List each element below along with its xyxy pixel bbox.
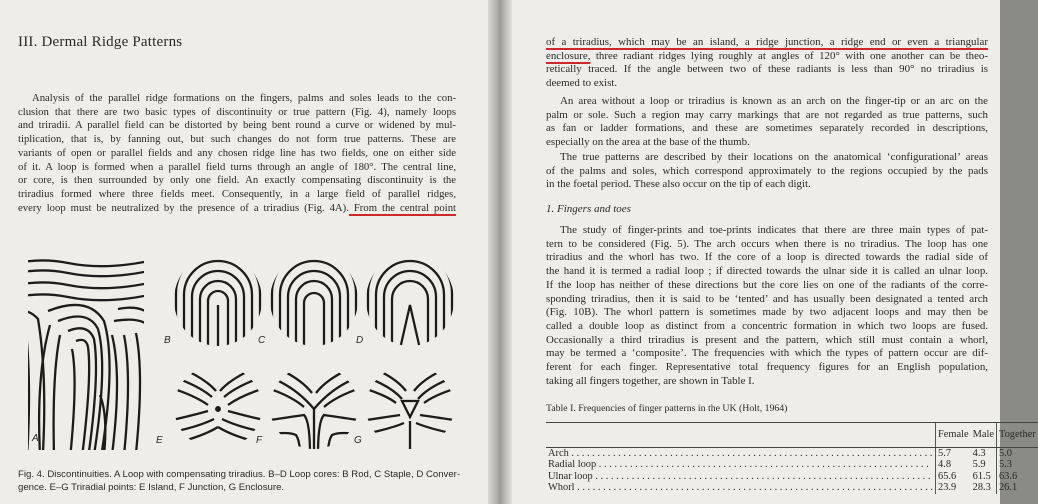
body-line: palm or sole. Such a region may carry markings that are not regarded as true patterns, such xyxy=(546,108,988,121)
body-line: variants of open or parallel fields and any chosen ridge line has two fields, one on either side xyxy=(18,146,456,159)
table-header-blank xyxy=(546,423,936,448)
frequency-table xyxy=(546,422,1038,494)
table-header-together: Together xyxy=(996,423,1037,448)
body-line: The true patterns are described by their locations on the anatomical ‘configurational’ areas xyxy=(560,151,988,163)
row-label xyxy=(546,471,936,483)
body-line: The study of finger-prints and toe-prints indicates that there are three main types of pat- xyxy=(560,224,988,236)
row-leader-dots: . . . . . . . . . . . . . . . . . . . . . . . . . . . . . . . . . . . . . . . . . . . . . . . . . . . . . . . . . . . . . . . . xyxy=(596,459,929,470)
body-line: tern to be considered (Fig. 5). The arch occurs when there is no triradius. The loop has one xyxy=(546,237,988,250)
right-paragraph-3 xyxy=(546,151,988,192)
panel-d-convergence-core xyxy=(360,241,460,355)
table-header-row xyxy=(546,423,1038,448)
body-line: Occasionally a third triradius is present and the pattern, which still must contain a whorl, xyxy=(546,333,988,346)
fig-label-c: C xyxy=(258,335,266,346)
cell-female: 23.9 xyxy=(936,482,971,494)
table-row xyxy=(546,482,1038,494)
row-leader-dots: . . . . . . . . . . . . . . . . . . . . . . . . . . . . . . . . . . . . . . . . . . . . . . . . . . . . . . . . . . . . . . . . . . . . . . xyxy=(568,447,933,459)
table-caption: Table I. Frequencies of finger patterns in the UK (Holt, 1964) xyxy=(546,403,788,414)
row-label xyxy=(546,482,936,494)
body-line xyxy=(546,50,988,64)
body-line: Analysis of the parallel ridge formations on the fingers, palms and soles leads to the con- xyxy=(32,92,456,104)
body-line: ferent for each finger. Representative total frequency figures for an English population, xyxy=(546,361,988,374)
underlined-phrase: enclosure, xyxy=(546,49,591,62)
cell-together: 5.3 xyxy=(996,459,1037,471)
right-paragraph-4 xyxy=(546,224,988,388)
row-label-text: Whorl xyxy=(548,482,575,493)
body-line: triradius and the whorl has two. If the core of a loop is directed towards the radial side of xyxy=(546,251,988,264)
left-body-paragraph xyxy=(18,92,456,215)
panel-f-junction-triradius xyxy=(264,363,364,455)
body-line: clusion that there are two basic types of discontinuity or true pattern (Fig. 4), namely loops xyxy=(18,105,456,118)
body-line: in the foetal period. These also occur on the tip of each digit. xyxy=(546,178,811,191)
fig-label-f: F xyxy=(256,435,263,446)
ridge-patterns-svg xyxy=(18,245,458,455)
cell-female: 5.7 xyxy=(936,447,971,459)
body-line: taking all fingers together, are shown in Table I. xyxy=(546,374,755,387)
caption-line: Fig. 4. Discontinuities. A Loop with compensating triradius. B–D Loop cores: B Rod, C Staple, D Conver- xyxy=(18,469,461,480)
fig-label-b: B xyxy=(164,335,171,346)
cell-male: 61.5 xyxy=(972,470,991,482)
body-line: as fan or ladder formations, and these are sometimes separately recorded in descriptions, xyxy=(546,122,988,135)
row-label-text: Arch xyxy=(548,447,569,459)
body-line-last xyxy=(18,202,456,216)
row-label-text: Ulnar loop xyxy=(548,470,593,482)
body-line: of it. A loop is formed when a parallel field turns through an angle of 180°. The central line, xyxy=(18,160,456,173)
row-leader-dots: . . . . . . . . . . . . . . . . . . . . . . . . . . . . . . . . . . . . . . . . . . . . . . . . . . . . . . . . . . . . . . . . . xyxy=(592,470,931,482)
body-line: especially on the area at the base of the thumb. xyxy=(546,136,750,149)
cell-together: 5.0 xyxy=(996,447,1037,459)
body-line: or core, is then surrounded by only one field. An exactly compensating discontinuity is the xyxy=(18,174,456,187)
cell-male: 4.3 xyxy=(972,447,986,459)
body-line: and triradii. A parallel field can be distorted by being bent round a curve or widened by mul- xyxy=(18,119,456,132)
body-line: If the loop has neither of these directions but the core lies on one of the radiants of the corre- xyxy=(546,278,988,291)
fig-label-a: A xyxy=(32,433,39,444)
cell-male: 5.9 xyxy=(972,459,986,470)
table-header-male: Male xyxy=(971,423,997,448)
panel-g-enclosure-triradius xyxy=(360,363,460,455)
row-label xyxy=(546,447,936,459)
body-line: tiplication, that is, by fanning out, but such changes do not form true patterns. These are xyxy=(18,133,456,146)
right-paragraph-2 xyxy=(546,95,988,150)
body-line: retically traced. If the angle between two of these radiants is less than 90° no triradius is xyxy=(546,63,988,76)
figure-caption xyxy=(18,468,468,494)
right-paragraph-1 xyxy=(546,36,988,91)
row-label xyxy=(546,459,936,471)
body-line: sponding triradius, then it is said to be ‘tented’ and has usually been designated a tented arch xyxy=(546,292,988,305)
cell-female: 4.8 xyxy=(936,459,971,471)
figure-4-ridge-diagrams xyxy=(18,245,458,455)
table-row xyxy=(546,459,1038,471)
body-line: called a double loop as distinct from a concentric formation in which two loops are fused. xyxy=(546,319,988,332)
table-row xyxy=(546,471,1038,483)
panel-b-rod-core xyxy=(168,241,268,355)
underlined-line: of a triradius, which may be an island, a ridge junction, a ridge end or even a triangular xyxy=(546,36,988,48)
cell-together: 63.6 xyxy=(996,471,1037,483)
cell-male: 28.3 xyxy=(972,482,991,493)
caption-line: gence. E–G Triradial points: E Island, F Junction, G Enclosure. xyxy=(18,482,285,493)
panel-e-island-triradius xyxy=(168,363,268,445)
row-label-text: Radial loop xyxy=(548,459,597,470)
fig-label-g: G xyxy=(354,435,362,446)
section-heading: III. Dermal Ridge Patterns xyxy=(18,34,183,50)
cell-female: 65.6 xyxy=(936,471,971,483)
body-line-text: every loop must be neutralized by the presence of a triradius (Fig. 4A). xyxy=(18,201,349,214)
body-line: may be termed a ‘composite’. The frequencies with which the types of pattern occur are dif- xyxy=(546,347,988,360)
body-line: of the palms and soles, which correspond approximately to the regions occupied by the pads xyxy=(546,164,988,177)
underlined-phrase: From the central point xyxy=(348,201,457,214)
table-header-female: Female xyxy=(936,423,971,448)
row-leader-dots: . . . . . . . . . . . . . . . . . . . . . . . . . . . . . . . . . . . . . . . . . . . . . . . . . . . . . . . . . . . . . . . . . . . . . xyxy=(574,482,934,493)
body-line: deemed to exist. xyxy=(546,77,618,90)
fig-label-e: E xyxy=(156,435,163,446)
panel-c-staple-core xyxy=(264,241,364,355)
panel-a-loop-triradius xyxy=(8,259,158,475)
book-gutter xyxy=(488,0,512,504)
subheading-fingers-toes: 1. Fingers and toes xyxy=(546,203,631,215)
body-line: An area without a loop or triradius is known as an arch on the finger-tip or an arc on the xyxy=(560,95,988,107)
body-line: (Fig. 10B). The whorl pattern is sometimes made by two adjacent loops and may then be xyxy=(546,306,988,319)
body-line: triradius formed where three fields meet. Consequently, in a large field of parallel ridges, xyxy=(18,187,456,200)
table-row xyxy=(546,447,1038,459)
fig-label-d: D xyxy=(356,335,364,346)
body-line: the hand it is termed a radial loop ; if directed towards the ulnar side it is called an ulnar loop. xyxy=(546,265,988,278)
body-line-text: three radiant ridges lying roughly at angles of 120° with one another can be theo- xyxy=(590,49,988,62)
cell-together: 26.1 xyxy=(996,482,1037,494)
